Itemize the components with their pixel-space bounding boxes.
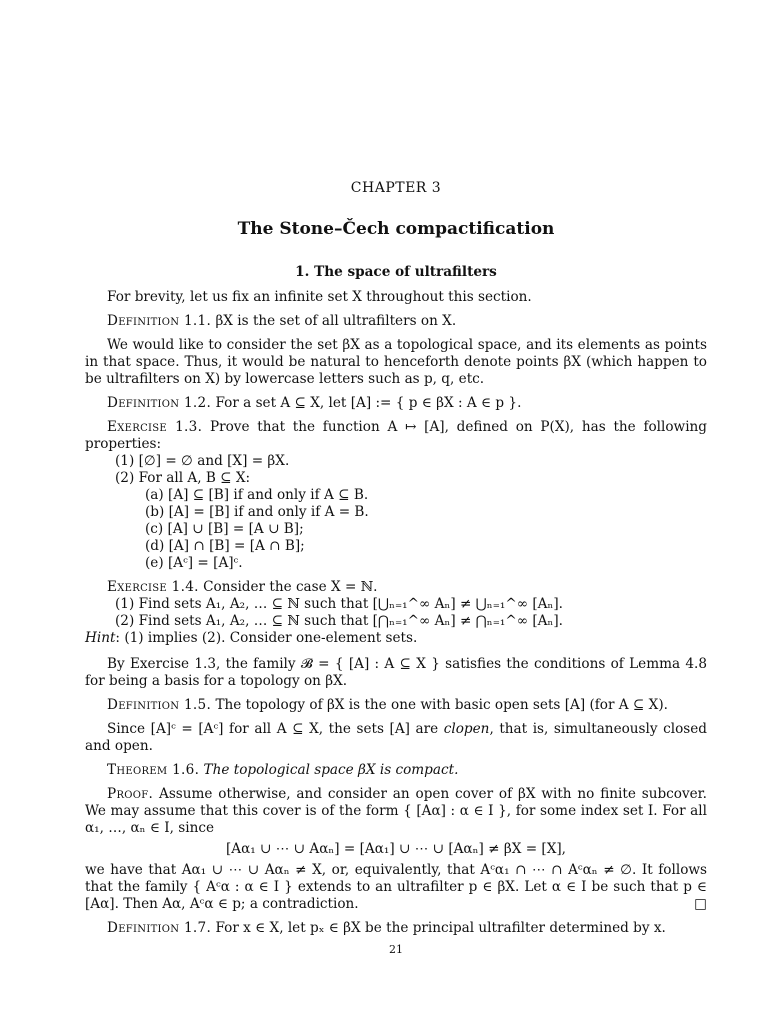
definition-1-5 [85,697,707,714]
exercise-text: Consider the case X = ℕ. [203,579,378,595]
definition-text: For a set A ⊆ X, let [A] := { p ∈ βX : A ∈ p }. [215,395,522,411]
exercise-1-4 [85,579,707,596]
sub-list-item: (b) [A] = [B] if and only if A = B. [145,504,369,520]
page-number: 21 [389,943,403,956]
definition-text: For x ∈ X, let pₓ ∈ βX be the principal ultrafilter determined by x. [215,920,666,936]
hint-label: Hint [85,630,116,646]
exercise-label: Exercise 1.3. [107,419,203,435]
clopen-term: clopen [443,721,490,737]
chapter-title: The Stone–Čech compactification [237,219,555,239]
list-item: (2) Find sets A₁, A₂, … ⊆ ℕ such that [⋂ₙ₌₁^∞ Aₙ] ≠ ⋂ₙ₌₁^∞ [Aₙ]. [115,613,563,629]
proof-label: Proof. [107,786,154,802]
list-item: (1) [∅] = ∅ and [X] = βX. [115,453,290,469]
list-item: (1) Find sets A₁, A₂, … ⊆ ℕ such that [⋃ₙ₌₁^∞ Aₙ] ≠ ⋃ₙ₌₁^∞ [Aₙ]. [115,596,563,612]
exercise-1-3 [85,419,707,453]
clopen-text-a: Since [A]ᶜ = [Aᶜ] for all A ⊆ X, the sets [A] are [107,721,444,737]
exercise-text: Prove that the function A ↦ [A], defined on P(X), has the following properties: [85,419,707,452]
definition-1-1 [85,313,707,330]
list-item: (2) For all A, B ⊆ X: [115,470,251,486]
proof-text: Assume otherwise, and consider an open cover of βX with no finite subcover. We may assume that this cover is of the form { [Aα] : α ∈ I }, for some index set I. For all α₁, …, αₙ ∈ I, since [85,786,707,836]
page-body [85,264,707,944]
definition-text: The topology of βX is the one with basic open sets [A] (for A ⊆ X). [215,697,668,713]
exercise-1-4-list [85,596,707,630]
intro-paragraph: For brevity, let us fix an infinite set X throughout this section. [107,289,532,305]
display-equation: [Aα₁ ∪ ⋯ ∪ Aαₙ] = [Aα₁] ∪ ⋯ ∪ [Aαₙ] ≠ βX = [X], [225,841,567,857]
theorem-1-6 [85,762,707,779]
basis-paragraph: By Exercise 1.3, the family 𝓑 = { [A] : A ⊆ X } satisfies the conditions of Lemma 4.8 for being a basis for a topology on βX. [85,656,707,689]
sub-list-item: (a) [A] ⊆ [B] if and only if A ⊆ B. [145,487,369,503]
definition-1-2 [85,395,707,412]
proof-text: we have that Aα₁ ∪ ⋯ ∪ Aαₙ ≠ X, or, equivalently, that Aᶜα₁ ∩ ⋯ ∩ Aᶜαₙ ≠ ∅. It follows that the family { Aᶜα : α ∈ I } extends to an ultrafilter p ∈ βX. Let α ∈ I be such that p ∈ [Aα]. Then Aα, Aᶜα ∈ p; a contradiction. [85,862,707,912]
consider-paragraph: We would like to consider the set βX as a topological space, and its elements as points in that space. Thus, it would be natural to henceforth denote points βX (which happen to be ultrafilters on X) by lowercase letters such as p, q, etc. [85,337,707,387]
definition-label: Definition 1.7. [107,920,212,936]
definition-text: βX is the set of all ultrafilters on X. [215,313,457,329]
exercise-1-3-list [85,453,707,572]
exercise-label: Exercise 1.4. [107,579,199,595]
hint-text: : (1) implies (2). Consider one-element sets. [115,630,418,646]
section-title: 1. The space of ultrafilters [295,264,497,280]
definition-label: Definition 1.1. [107,313,212,329]
definition-1-7 [85,920,707,937]
theorem-text: The topological space βX is compact. [203,762,459,778]
proof [85,786,707,837]
proof-continuation [85,862,707,913]
clopen-text-b: , that is, simultaneously closed and open. [85,721,707,754]
sub-list-item: (c) [A] ∪ [B] = [A ∪ B]; [145,521,304,537]
theorem-label: Theorem 1.6. [107,762,200,778]
definition-label: Definition 1.5. [107,697,212,713]
qed-symbol: □ [694,896,707,912]
sub-list-item: (d) [A] ∩ [B] = [A ∩ B]; [145,538,305,554]
sub-list-item: (e) [Aᶜ] = [A]ᶜ. [145,555,243,571]
hint [85,630,707,647]
definition-label: Definition 1.2. [107,395,212,411]
chapter-heading: CHAPTER 3 [350,180,442,196]
clopen-paragraph [85,721,707,755]
